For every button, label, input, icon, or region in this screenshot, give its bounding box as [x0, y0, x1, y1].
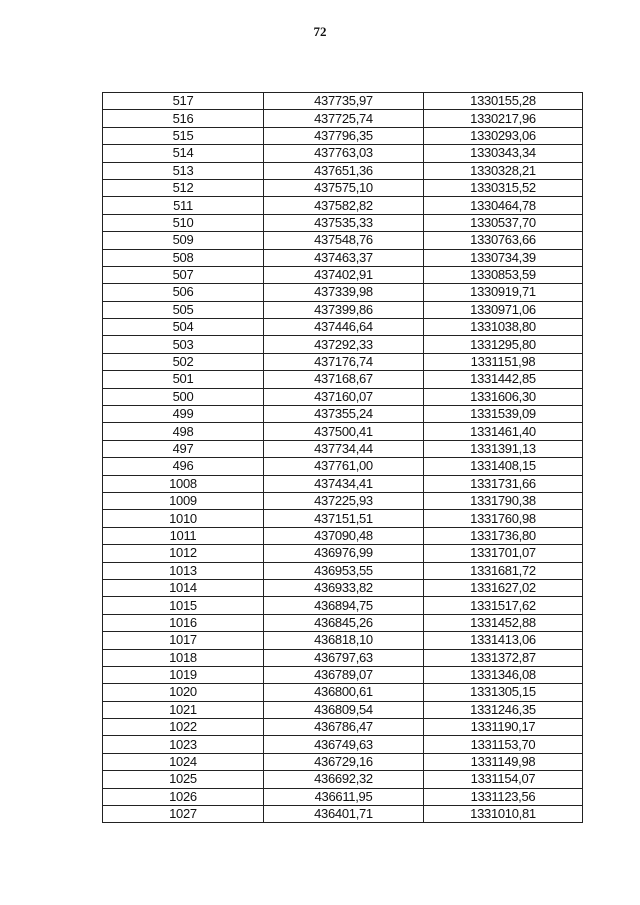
table-row — [103, 127, 583, 144]
point-number-cell: 504 — [103, 319, 264, 336]
table-row — [103, 232, 583, 249]
point-number-cell: 1026 — [103, 788, 264, 805]
x-coordinate-cell: 436933,82 — [264, 579, 424, 596]
point-number-cell: 1008 — [103, 475, 264, 492]
y-coordinate-cell: 1331346,08 — [424, 666, 583, 683]
y-coordinate-cell: 1331038,80 — [424, 319, 583, 336]
table-row — [103, 579, 583, 596]
point-number-cell: 506 — [103, 284, 264, 301]
y-coordinate-cell: 1330315,52 — [424, 179, 583, 196]
x-coordinate-cell: 436976,99 — [264, 545, 424, 562]
table-row — [103, 284, 583, 301]
y-coordinate-cell: 1330155,28 — [424, 93, 583, 110]
point-number-cell: 517 — [103, 93, 264, 110]
point-number-cell: 1011 — [103, 527, 264, 544]
x-coordinate-cell: 437090,48 — [264, 527, 424, 544]
y-coordinate-cell: 1331790,38 — [424, 492, 583, 509]
x-coordinate-cell: 436845,26 — [264, 614, 424, 631]
point-number-cell: 1020 — [103, 684, 264, 701]
y-coordinate-cell: 1330343,34 — [424, 145, 583, 162]
point-number-cell: 516 — [103, 110, 264, 127]
y-coordinate-cell: 1331391,13 — [424, 440, 583, 457]
point-number-cell: 502 — [103, 353, 264, 370]
y-coordinate-cell: 1331372,87 — [424, 649, 583, 666]
x-coordinate-cell: 437446,64 — [264, 319, 424, 336]
table-row — [103, 597, 583, 614]
x-coordinate-cell: 437463,37 — [264, 249, 424, 266]
point-number-cell: 513 — [103, 162, 264, 179]
point-number-cell: 505 — [103, 301, 264, 318]
table-row — [103, 249, 583, 266]
point-number-cell: 1023 — [103, 736, 264, 753]
x-coordinate-cell: 436789,07 — [264, 666, 424, 683]
y-coordinate-cell: 1331010,81 — [424, 806, 583, 823]
y-coordinate-cell: 1331539,09 — [424, 406, 583, 423]
coordinates-table-body — [103, 93, 583, 823]
point-number-cell: 1012 — [103, 545, 264, 562]
table-row — [103, 753, 583, 770]
x-coordinate-cell: 437582,82 — [264, 197, 424, 214]
y-coordinate-cell: 1330734,39 — [424, 249, 583, 266]
x-coordinate-cell: 436800,61 — [264, 684, 424, 701]
point-number-cell: 1015 — [103, 597, 264, 614]
point-number-cell: 497 — [103, 440, 264, 457]
y-coordinate-cell: 1331305,15 — [424, 684, 583, 701]
y-coordinate-cell: 1330853,59 — [424, 266, 583, 283]
y-coordinate-cell: 1331246,35 — [424, 701, 583, 718]
y-coordinate-cell: 1330919,71 — [424, 284, 583, 301]
table-row — [103, 527, 583, 544]
y-coordinate-cell: 1331413,06 — [424, 632, 583, 649]
table-row — [103, 666, 583, 683]
x-coordinate-cell: 437575,10 — [264, 179, 424, 196]
point-number-cell: 503 — [103, 336, 264, 353]
table-row — [103, 336, 583, 353]
point-number-cell: 1018 — [103, 649, 264, 666]
table-row — [103, 214, 583, 231]
table-row — [103, 319, 583, 336]
y-coordinate-cell: 1330293,06 — [424, 127, 583, 144]
x-coordinate-cell: 436692,32 — [264, 771, 424, 788]
point-number-cell: 1027 — [103, 806, 264, 823]
table-row — [103, 510, 583, 527]
point-number-cell: 512 — [103, 179, 264, 196]
y-coordinate-cell: 1331627,02 — [424, 579, 583, 596]
point-number-cell: 515 — [103, 127, 264, 144]
y-coordinate-cell: 1331736,80 — [424, 527, 583, 544]
point-number-cell: 1025 — [103, 771, 264, 788]
table-row — [103, 93, 583, 110]
x-coordinate-cell: 436611,95 — [264, 788, 424, 805]
y-coordinate-cell: 1331408,15 — [424, 458, 583, 475]
point-number-cell: 514 — [103, 145, 264, 162]
x-coordinate-cell: 437761,00 — [264, 458, 424, 475]
table-row — [103, 301, 583, 318]
table-row — [103, 406, 583, 423]
y-coordinate-cell: 1330537,70 — [424, 214, 583, 231]
table-row — [103, 266, 583, 283]
x-coordinate-cell: 437399,86 — [264, 301, 424, 318]
y-coordinate-cell: 1330328,21 — [424, 162, 583, 179]
y-coordinate-cell: 1330217,96 — [424, 110, 583, 127]
x-coordinate-cell: 436953,55 — [264, 562, 424, 579]
y-coordinate-cell: 1330464,78 — [424, 197, 583, 214]
y-coordinate-cell: 1331295,80 — [424, 336, 583, 353]
y-coordinate-cell: 1331452,88 — [424, 614, 583, 631]
table-row — [103, 684, 583, 701]
x-coordinate-cell: 437339,98 — [264, 284, 424, 301]
x-coordinate-cell: 437734,44 — [264, 440, 424, 457]
x-coordinate-cell: 437735,97 — [264, 93, 424, 110]
table-row — [103, 788, 583, 805]
point-number-cell: 1014 — [103, 579, 264, 596]
y-coordinate-cell: 1331123,56 — [424, 788, 583, 805]
table-row — [103, 197, 583, 214]
point-number-cell: 1009 — [103, 492, 264, 509]
y-coordinate-cell: 1331517,62 — [424, 597, 583, 614]
table-row — [103, 388, 583, 405]
table-row — [103, 562, 583, 579]
table-row — [103, 614, 583, 631]
point-number-cell: 496 — [103, 458, 264, 475]
table-row — [103, 492, 583, 509]
x-coordinate-cell: 437725,74 — [264, 110, 424, 127]
table-row — [103, 353, 583, 370]
table-row — [103, 475, 583, 492]
table-row — [103, 806, 583, 823]
y-coordinate-cell: 1331151,98 — [424, 353, 583, 370]
y-coordinate-cell: 1331731,66 — [424, 475, 583, 492]
point-number-cell: 508 — [103, 249, 264, 266]
y-coordinate-cell: 1331701,07 — [424, 545, 583, 562]
y-coordinate-cell: 1330971,06 — [424, 301, 583, 318]
point-number-cell: 1017 — [103, 632, 264, 649]
x-coordinate-cell: 437535,33 — [264, 214, 424, 231]
point-number-cell: 1019 — [103, 666, 264, 683]
x-coordinate-cell: 437763,03 — [264, 145, 424, 162]
coordinates-table — [102, 92, 583, 823]
y-coordinate-cell: 1331442,85 — [424, 371, 583, 388]
point-number-cell: 1024 — [103, 753, 264, 770]
point-number-cell: 1013 — [103, 562, 264, 579]
x-coordinate-cell: 437355,24 — [264, 406, 424, 423]
y-coordinate-cell: 1331153,70 — [424, 736, 583, 753]
x-coordinate-cell: 437500,41 — [264, 423, 424, 440]
table-row — [103, 162, 583, 179]
x-coordinate-cell: 437151,51 — [264, 510, 424, 527]
point-number-cell: 500 — [103, 388, 264, 405]
x-coordinate-cell: 436797,63 — [264, 649, 424, 666]
x-coordinate-cell: 436729,16 — [264, 753, 424, 770]
table-row — [103, 719, 583, 736]
x-coordinate-cell: 437434,41 — [264, 475, 424, 492]
y-coordinate-cell: 1331190,17 — [424, 719, 583, 736]
table-row — [103, 701, 583, 718]
x-coordinate-cell: 437168,67 — [264, 371, 424, 388]
table-row — [103, 736, 583, 753]
point-number-cell: 1021 — [103, 701, 264, 718]
table-row — [103, 179, 583, 196]
point-number-cell: 1022 — [103, 719, 264, 736]
table-row — [103, 371, 583, 388]
y-coordinate-cell: 1330763,66 — [424, 232, 583, 249]
x-coordinate-cell: 437160,07 — [264, 388, 424, 405]
x-coordinate-cell: 437176,74 — [264, 353, 424, 370]
point-number-cell: 501 — [103, 371, 264, 388]
x-coordinate-cell: 436894,75 — [264, 597, 424, 614]
point-number-cell: 499 — [103, 406, 264, 423]
point-number-cell: 498 — [103, 423, 264, 440]
table-row — [103, 440, 583, 457]
x-coordinate-cell: 436749,63 — [264, 736, 424, 753]
point-number-cell: 1016 — [103, 614, 264, 631]
point-number-cell: 509 — [103, 232, 264, 249]
point-number-cell: 1010 — [103, 510, 264, 527]
y-coordinate-cell: 1331149,98 — [424, 753, 583, 770]
x-coordinate-cell: 437225,93 — [264, 492, 424, 509]
table-row — [103, 458, 583, 475]
y-coordinate-cell: 1331154,07 — [424, 771, 583, 788]
point-number-cell: 510 — [103, 214, 264, 231]
table-row — [103, 145, 583, 162]
table-row — [103, 423, 583, 440]
x-coordinate-cell: 437651,36 — [264, 162, 424, 179]
table-row — [103, 632, 583, 649]
table-row — [103, 649, 583, 666]
x-coordinate-cell: 436401,71 — [264, 806, 424, 823]
y-coordinate-cell: 1331681,72 — [424, 562, 583, 579]
x-coordinate-cell: 437292,33 — [264, 336, 424, 353]
x-coordinate-cell: 437402,91 — [264, 266, 424, 283]
x-coordinate-cell: 437548,76 — [264, 232, 424, 249]
x-coordinate-cell: 437796,35 — [264, 127, 424, 144]
table-row — [103, 545, 583, 562]
x-coordinate-cell: 436818,10 — [264, 632, 424, 649]
point-number-cell: 507 — [103, 266, 264, 283]
point-number-cell: 511 — [103, 197, 264, 214]
table-row — [103, 110, 583, 127]
y-coordinate-cell: 1331606,30 — [424, 388, 583, 405]
y-coordinate-cell: 1331760,98 — [424, 510, 583, 527]
page-number: 72 — [313, 24, 327, 39]
x-coordinate-cell: 436786,47 — [264, 719, 424, 736]
y-coordinate-cell: 1331461,40 — [424, 423, 583, 440]
x-coordinate-cell: 436809,54 — [264, 701, 424, 718]
table-row — [103, 771, 583, 788]
